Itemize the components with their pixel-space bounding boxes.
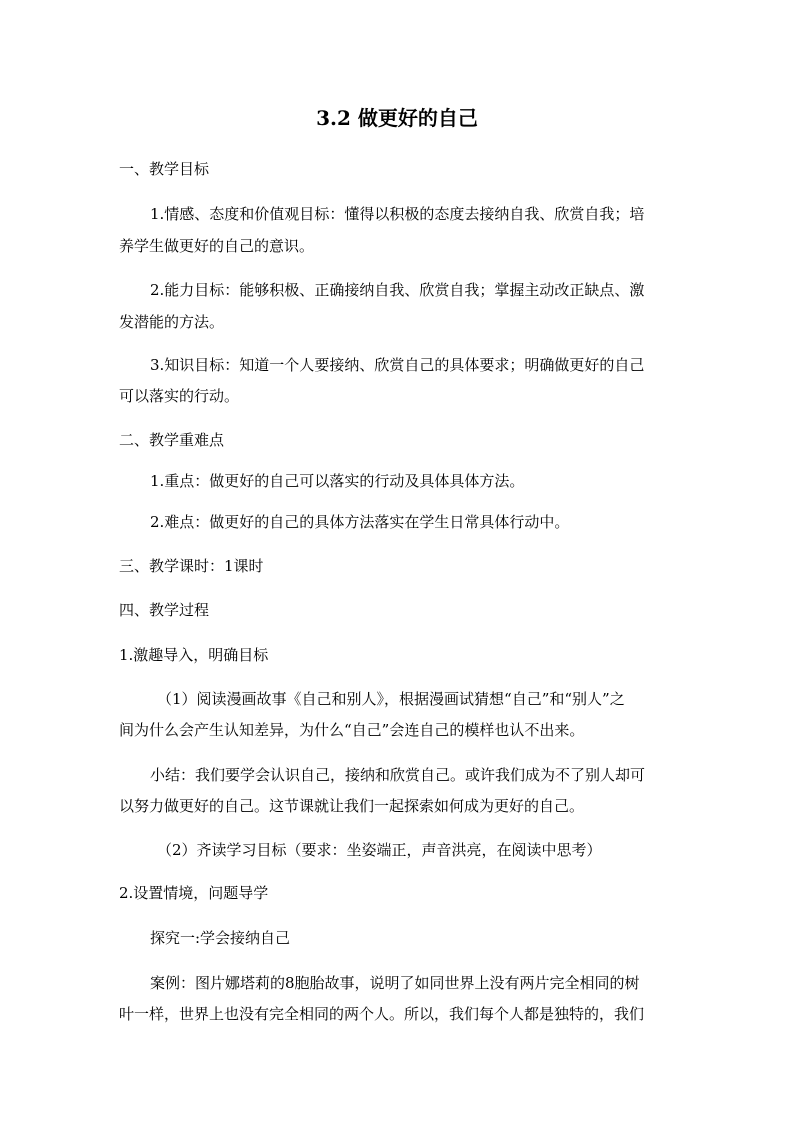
objective-3-line-2: 可以落实的行动。: [119, 387, 240, 405]
step-1-item-2: （2）齐读学习目标（要求：坐姿端正，声音洪亮，在阅读中思考）: [157, 841, 602, 859]
case-line-2: 叶一样，世界上也没有完全相同的两个人。所以，我们每个人都是独特的，我们: [119, 1005, 645, 1023]
objective-2-line-2: 发潜能的方法。: [119, 313, 225, 331]
objective-2-line-1: 2.能力目标：能够积极、正确接纳自我、欣赏自我；掌握主动改正缺点、激: [150, 281, 645, 299]
section-heading-periods: 三、教学课时：1课时: [119, 557, 264, 575]
step-2-heading: 2.设置情境，问题导学: [119, 884, 269, 902]
objective-3-line-1: 3.知识目标：知道一个人要接纳、欣赏自己的具体要求；明确做更好的自己: [150, 356, 645, 374]
summary-line-1: 小结：我们要学会认识自己，接纳和欣赏自己。或许我们成为不了别人却可: [150, 766, 646, 784]
section-heading-key-points: 二、教学重难点: [119, 431, 225, 449]
step-1-item-1-line-1: （1）阅读漫画故事《自己和别人》，根据漫画试猜想“自己”和“别人”之: [157, 690, 625, 708]
step-1-item-1-line-2: 间为什么会产生认知差异，为什么“自己”会连自己的模样也认不出来。: [119, 721, 585, 739]
key-point: 1.重点：做更好的自己可以落实的行动及具体具体方法。: [150, 472, 525, 490]
summary-line-2: 以努力做更好的自己。这节课就让我们一起探索如何成为更好的自己。: [119, 797, 585, 815]
section-heading-objectives: 一、教学目标: [119, 160, 210, 178]
page-title: 3.2 做更好的自己: [316, 106, 478, 130]
case-line-1: 案例：图片娜塔莉的8胞胎故事，说明了如同世界上没有两片完全相同的树: [150, 974, 640, 992]
section-heading-process: 四、教学过程: [119, 601, 210, 619]
difficult-point: 2.难点：做更好的自己的具体方法落实在学生日常具体行动中。: [150, 513, 570, 531]
objective-1-line-1: 1.情感、态度和价值观目标：懂得以积极的态度去接纳自我、欣赏自我；培: [150, 205, 645, 223]
step-1-heading: 1.激趣导入，明确目标: [119, 646, 269, 664]
explore-1-heading: 探究一:学会接纳自己: [150, 929, 291, 947]
objective-1-line-2: 养学生做更好的自己的意识。: [119, 237, 315, 255]
